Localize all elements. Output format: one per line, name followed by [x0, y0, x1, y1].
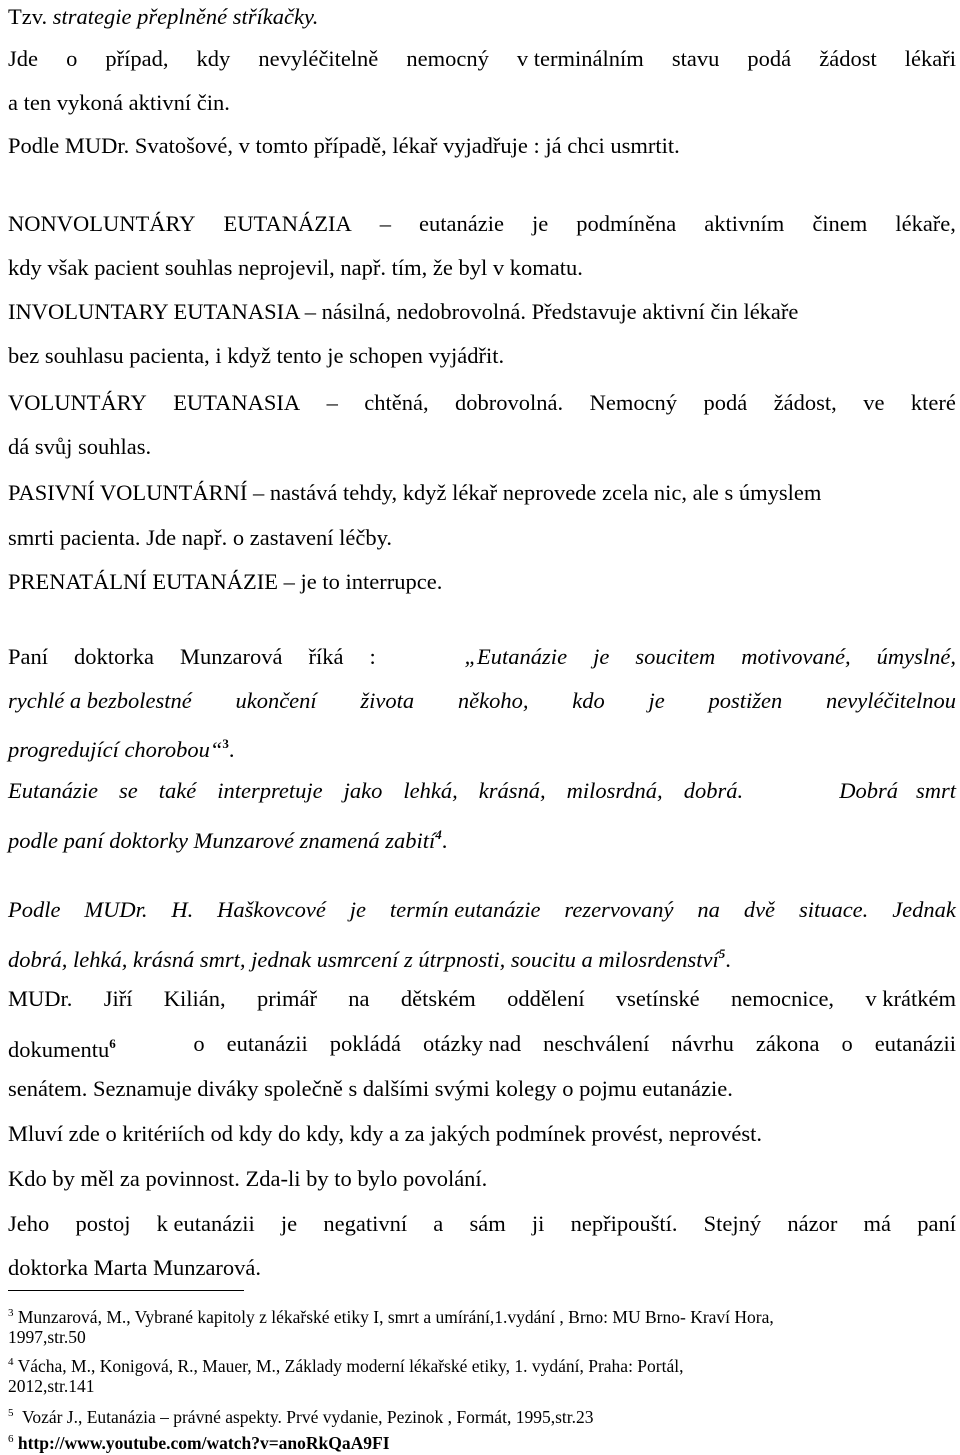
footnote-5 [8, 1403, 593, 1427]
word: o [66, 46, 78, 71]
line-prenatalni: PRENATÁLNÍ EUTANÁZIE – je to interrupce. [8, 569, 443, 594]
footnote-number: 5 [8, 1407, 14, 1419]
word: lehká, [403, 778, 458, 803]
word: postižen [708, 688, 783, 713]
footnote-number: 3 [8, 1307, 14, 1319]
footnote-number: 6 [8, 1433, 14, 1445]
word: k eutanázii [156, 1211, 255, 1236]
word: nemocnice, [730, 986, 835, 1011]
text: Tzv. [8, 4, 53, 29]
word: soucitem [635, 644, 716, 669]
word: „Eutanázie [464, 644, 568, 669]
line-24: Mluví zde o kritériích od kdy do kdy, kdy a za jakých podmínek provést, neprovést. [8, 1121, 762, 1146]
period: . [441, 828, 448, 853]
word: milosrdná, [566, 778, 663, 803]
word: interpretuje [217, 778, 323, 803]
word: H. [171, 897, 194, 922]
word: Podle [8, 897, 61, 922]
footnote-4 [8, 1352, 684, 1376]
line-6: kdy však pacient souhlas neprojevil, např. tím, že byl v komatu. [8, 255, 583, 280]
word: Stejný [703, 1211, 762, 1236]
line-23: senátem. Seznamuje diváky společně s dalšími svými kolegy o pojmu eutanázie. [8, 1076, 733, 1101]
line-15 [8, 688, 956, 714]
line-26 [8, 1211, 956, 1237]
word: v krátkém [865, 986, 956, 1011]
word: doktorka [74, 644, 154, 669]
line-12: smrti pacienta. Jde např. o zastavení léčby. [8, 525, 393, 550]
word: kdy [196, 46, 231, 71]
footnote-6 [8, 1429, 390, 1453]
word: : [369, 644, 376, 669]
line-4: Podle MUDr. Svatošové, v tomto případě, lékař vyjadřuje : já chci usmrtit. [8, 133, 680, 158]
footnote-text: Vozár J., Eutanázia – právné aspekty. Prvé vydanie, Pezinok , Formát, 1995,str.23 [21, 1407, 594, 1427]
word: eutanázii [874, 1031, 956, 1056]
line-16 [8, 731, 235, 763]
word: Paní [8, 644, 49, 669]
word: také [158, 778, 197, 803]
word: VOLUNTÁRY [8, 390, 147, 415]
word: EUTANASIA [173, 390, 301, 415]
word: eutanázii [226, 1031, 308, 1056]
word: a [433, 1211, 444, 1236]
word: pokládá [329, 1031, 402, 1056]
word: na [697, 897, 720, 922]
word: situace. [798, 897, 869, 922]
line-voluntary [8, 390, 956, 416]
footnote-ref-6[interactable]: 6 [109, 1036, 116, 1051]
words [193, 1031, 956, 1063]
line-2 [8, 46, 956, 72]
word: smrt [915, 778, 956, 803]
word: ve [863, 390, 885, 415]
word: – [326, 390, 338, 415]
word: otázky nad [423, 1031, 522, 1056]
word: neschválení [543, 1031, 650, 1056]
word: podmíněna [576, 211, 677, 236]
word: podá [703, 390, 748, 415]
word: se [119, 778, 138, 803]
line-20 [8, 941, 731, 973]
word: NONVOLUNTÁRY [8, 211, 196, 236]
word: Nemocný [589, 390, 678, 415]
period: . [725, 947, 731, 972]
word: je [648, 688, 665, 713]
word: Jde [8, 46, 38, 71]
line-18 [8, 822, 447, 854]
word: Kilián, [163, 986, 226, 1011]
word: MUDr. [8, 986, 73, 1011]
word: zákona [755, 1031, 820, 1056]
word: případ, [105, 46, 169, 71]
word: nevyléčitelnou [826, 688, 956, 713]
word: činem [812, 211, 868, 236]
words-italic-b [839, 778, 956, 804]
period: . [228, 737, 235, 762]
word: je [531, 211, 549, 236]
footnote-3 [8, 1303, 774, 1327]
word: je [593, 644, 610, 669]
word: názor [787, 1211, 838, 1236]
word: rychlé a bezbolestné [8, 688, 192, 713]
word: termín eutanázie [389, 897, 541, 922]
word: Dobrá [839, 778, 898, 803]
text: dobrá, lehká, krásná smrt, jednak usmrcení z útrpnosti, soucitu a milosrdenství [8, 947, 719, 972]
footnote-4-cont: 2012,str.141 [8, 1376, 95, 1396]
word: primář [256, 986, 317, 1011]
footnote-text: Vácha, M., Konigová, R., Mauer, M., Základy moderní lékařské etiky, 1. vydání, Praha: Portál, [17, 1356, 684, 1376]
word: Munzarová [180, 644, 283, 669]
word: jako [343, 778, 383, 803]
word: dvě [743, 897, 776, 922]
line-involuntary: INVOLUNTARY EUTANASIA – násilná, nedobrovolná. Představuje aktivní čin lékaře [8, 299, 799, 324]
line-22 [8, 1031, 956, 1063]
word: motivované, [741, 644, 851, 669]
line-8: bez souhlasu pacienta, i když tento je schopen vyjádřit. [8, 343, 505, 368]
words-italic [8, 778, 743, 804]
word: eutanázie [419, 211, 504, 236]
dokumentu [8, 1031, 116, 1063]
word: sám [469, 1211, 506, 1236]
word: ji [531, 1211, 545, 1236]
word: kdo [572, 688, 605, 713]
word: návrhu [671, 1031, 734, 1056]
line-25: Kdo by měl za povinnost. Zda-li by to bylo povolání. [8, 1166, 488, 1191]
word: stavu [671, 46, 720, 71]
italic-term: strategie přeplněné stříkačky. [52, 4, 319, 29]
word: na [348, 986, 370, 1011]
word: paní [917, 1211, 956, 1236]
word: negativní [323, 1211, 408, 1236]
word: EUTANÁZIA [223, 211, 352, 236]
word: v terminálním [516, 46, 644, 71]
footnote-ref-3[interactable]: 3 [222, 736, 229, 751]
word: Haškovcové [217, 897, 326, 922]
line-21 [8, 986, 956, 1012]
word: nevyléčitelně [258, 46, 379, 71]
footnote-3-cont: 1997,str.50 [8, 1327, 86, 1347]
word: oddělení [507, 986, 585, 1011]
footnote-text: Munzarová, M., Vybrané kapitoly z lékařské etiky I, smrt a umírání,1.vydání , Brno: MU Brno- Kraví Hora, [17, 1307, 774, 1327]
line-19 [8, 897, 956, 923]
word: lékaři [904, 46, 956, 71]
line-27: doktorka Marta Munzarová. [8, 1255, 262, 1280]
words-italic [465, 644, 956, 670]
word: rezervovaný [564, 897, 674, 922]
line-10: dá svůj souhlas. [8, 434, 152, 459]
word: MUDr. [84, 897, 148, 922]
word: dobrá. [683, 778, 744, 803]
word: krásná, [478, 778, 546, 803]
quote-end: progredující chorobou“ [8, 737, 223, 762]
word: lékaře, [895, 211, 956, 236]
footnote-separator [8, 1290, 244, 1291]
word: Eutanázie [8, 778, 98, 803]
line-14 [8, 644, 956, 670]
line-nonvoluntary [8, 211, 956, 237]
word: ukončení [235, 688, 317, 713]
word: vsetínské [615, 986, 700, 1011]
line-3: a ten vykoná aktivní čin. [8, 90, 230, 115]
footnote-ref-5[interactable]: 5 [718, 946, 726, 961]
text: podle paní doktorky Munzarové znamená zabití [8, 828, 436, 853]
word: Jednak [892, 897, 956, 922]
line-17 [8, 778, 956, 804]
word: nepřipouští. [570, 1211, 678, 1236]
word: podá [747, 46, 792, 71]
word: někoho, [457, 688, 529, 713]
words-normal [8, 644, 376, 670]
word: je [280, 1211, 298, 1236]
word: nemocný [406, 46, 489, 71]
word: je [349, 897, 367, 922]
word: postoj [75, 1211, 131, 1236]
word: o [193, 1031, 205, 1056]
word: žádost [819, 46, 877, 71]
word: které [910, 390, 956, 415]
footnote-ref-4[interactable]: 4 [435, 827, 442, 842]
word: – [379, 211, 391, 236]
text: dokumentu [8, 1037, 110, 1062]
line-strategie [8, 4, 318, 30]
word: dobrovolná. [455, 390, 564, 415]
footnote-link[interactable]: http://www.youtube.com/watch?v=anoRkQaA9FI [17, 1433, 390, 1453]
word: Jeho [8, 1211, 50, 1236]
word: dětském [400, 986, 476, 1011]
word: aktivním [704, 211, 785, 236]
word: má [863, 1211, 892, 1236]
footnote-number: 4 [8, 1356, 14, 1368]
word: Jiří [103, 986, 133, 1011]
word: úmyslné, [876, 644, 956, 669]
word: říká [308, 644, 344, 669]
word: života [360, 688, 415, 713]
word: o [841, 1031, 853, 1056]
word: žádost, [773, 390, 837, 415]
line-pasivni: PASIVNÍ VOLUNTÁRNÍ – nastává tehdy, když lékař neprovede zcela nic, ale s úmyslem [8, 480, 822, 505]
word: chtěná, [364, 390, 429, 415]
